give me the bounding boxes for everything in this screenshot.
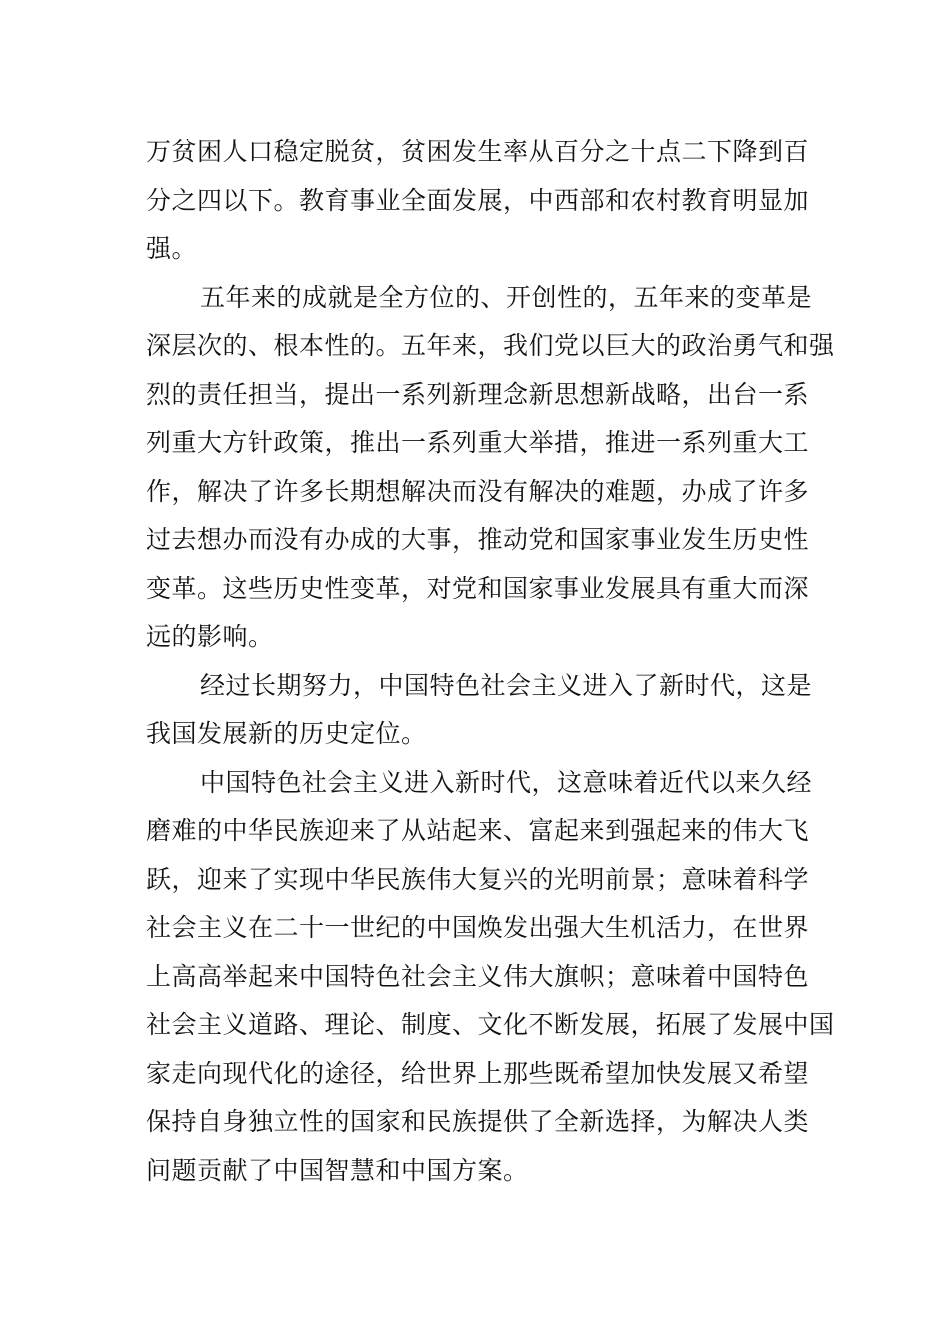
document-body xyxy=(146,128,835,1195)
paragraph-line: 经过长期努力，中国特色社会主义进入了新时代，这是 xyxy=(200,670,813,700)
paragraph-line: 变革。这些历史性变革，对党和国家事业发展具有重大而深 xyxy=(146,573,810,603)
paragraph-line: 五年来的成就是全方位的、开创性的，五年来的变革是 xyxy=(200,282,813,312)
paragraph-line: 万贫困人口稳定脱贫，贫困发生率从百分之十点二下降到百 xyxy=(146,137,810,166)
paragraph-2 xyxy=(146,274,835,662)
paragraph-line: 家走向现代化的途径，给世界上那些既希望加快发展又希望 xyxy=(146,1058,810,1088)
paragraph-line: 深层次的、根本性的。五年来，我们党以巨大的政治勇气和强 xyxy=(146,331,835,360)
paragraph-line: 作，解决了许多长期想解决而没有解决的难题，办成了许多 xyxy=(146,476,810,506)
paragraph-line: 中国特色社会主义进入新时代，这意味着近代以来久经 xyxy=(200,767,813,797)
paragraph-3 xyxy=(146,662,813,759)
paragraph-line: 强。 xyxy=(146,234,198,263)
paragraph-line: 上高高举起来中国特色社会主义伟大旗帜；意味着中国特色 xyxy=(146,961,810,991)
paragraph-line: 社会主义道路、理论、制度、文化不断发展，拓展了发展中国 xyxy=(146,1010,835,1039)
paragraph-line: 磨难的中华民族迎来了从站起来、富起来到强起来的伟大飞 xyxy=(146,816,810,845)
paragraph-line: 问题贡献了中国智慧和中国方案。 xyxy=(146,1155,529,1185)
paragraph-1 xyxy=(146,128,808,274)
paragraph-line: 跃，迎来了实现中华民族伟大复兴的光明前景；意味着科学 xyxy=(146,864,810,894)
paragraph-4 xyxy=(146,759,835,1196)
paragraph-line: 列重大方针政策，推出一系列重大举措，推进一系列重大工 xyxy=(146,428,810,457)
paragraph-line: 社会主义在二十一世纪的中国焕发出强大生机活力，在世界 xyxy=(146,913,810,942)
paragraph-line: 过去想办而没有办成的大事，推动党和国家事业发生历史性 xyxy=(146,525,810,554)
paragraph-line: 分之四以下。教育事业全面发展，中西部和农村教育明显加 xyxy=(146,185,810,215)
paragraph-line: 保持自身独立性的国家和民族提供了全新选择，为解决人类 xyxy=(146,1107,810,1136)
paragraph-line: 远的影响。 xyxy=(146,622,274,651)
paragraph-line: 烈的责任担当，提出一系列新理念新思想新战略，出台一系 xyxy=(146,379,810,409)
paragraph-line: 我国发展新的历史定位。 xyxy=(146,719,427,748)
